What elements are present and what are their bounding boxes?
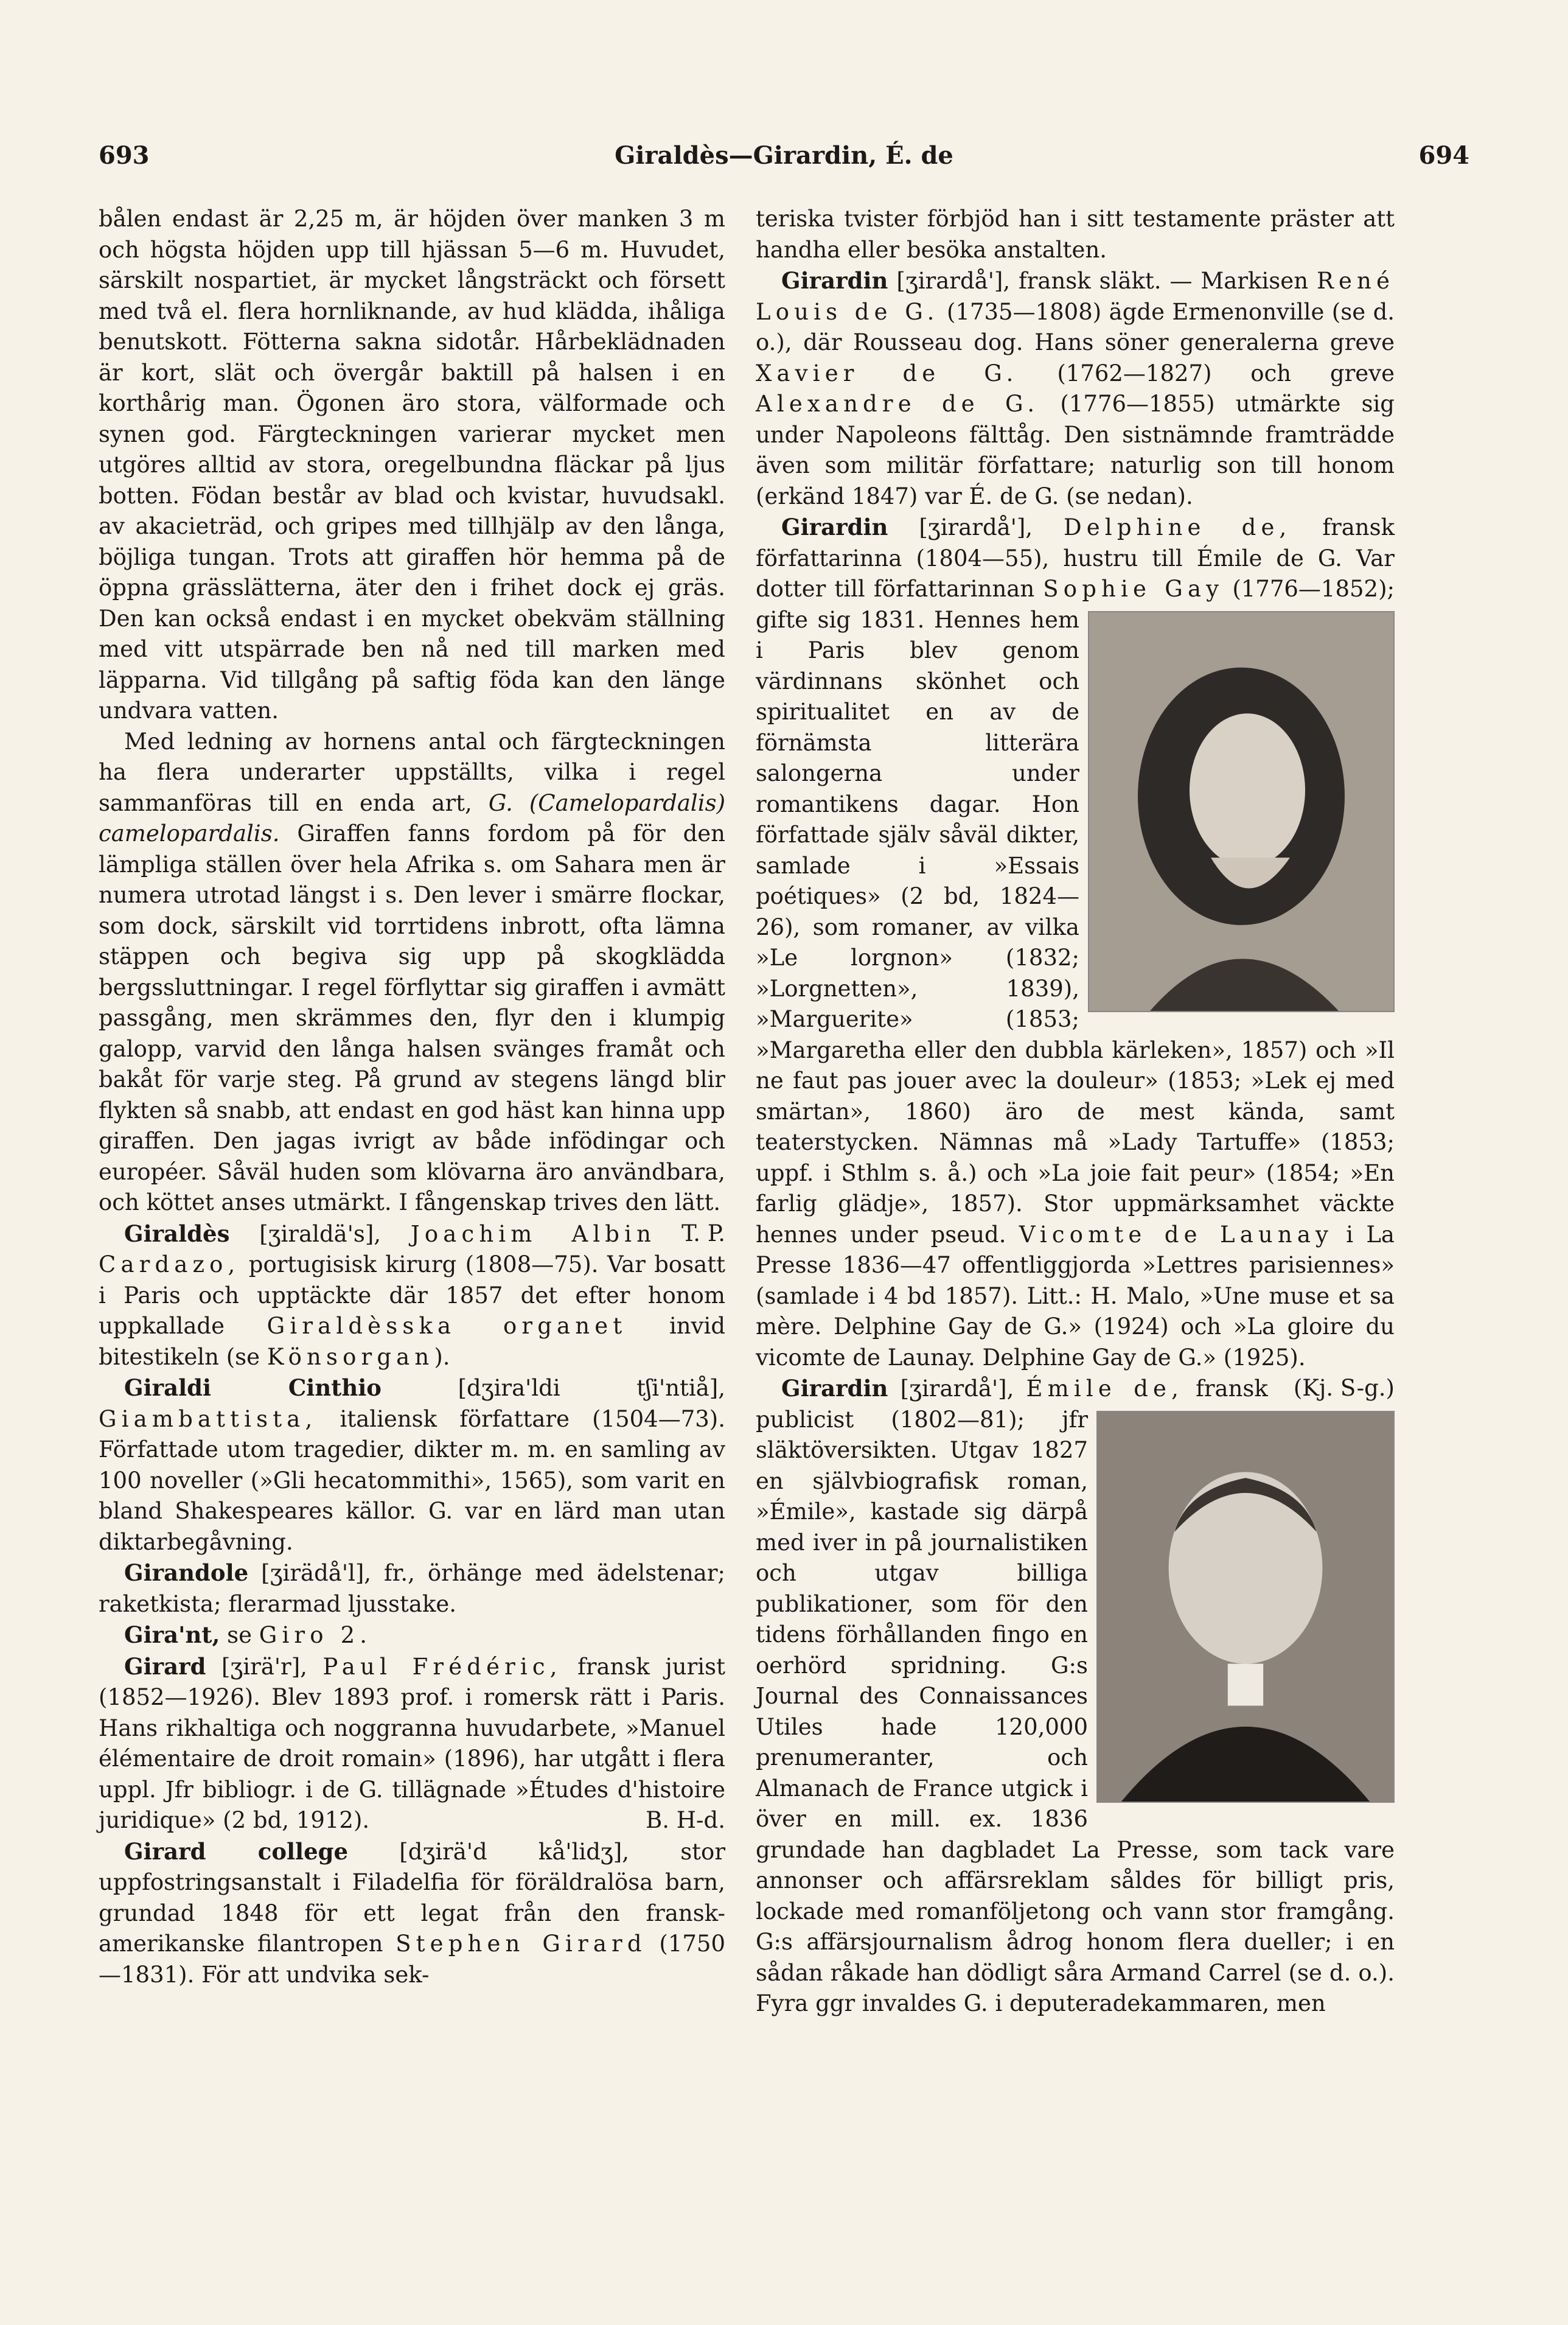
headword: Girandole [124,1559,249,1586]
author-signature: T. P. [681,1220,725,1246]
headword: Girard college [124,1837,349,1865]
continuation-paragraph: teriska tvister förbjöd han i sitt testamente präster att handha eller besöka anstalten. [756,206,1395,263]
right-page-number: 694 [1418,141,1469,170]
headword: Girard [124,1652,206,1680]
cross-reference: Könsorgan [267,1343,434,1370]
entry-girard-college: Girard college [dʒirä'd kå'lidʒ], stor uppfostringsanstalt i Filadelfia för föräldralösa barn, grundad 1848 för ett legat från den fransk-amerikanske filantropen Stephen Girard (1750—1831). För att undvika sek- [99,1837,726,1988]
entry-girant: Gira'nt, se Giro 2. [124,1621,372,1648]
delphine-portrait-image [1088,611,1395,1012]
left-page-number: 693 [99,141,150,170]
emile-portrait-image [1096,1411,1395,1803]
page-header [0,141,1568,184]
entry-girandole: Girandole [ʒirädå'l], fr., örhänge med ädelstenar; raketkista; flerarmad ljusstake. [99,1559,725,1617]
headword: Girardin [781,1375,888,1402]
left-column [99,204,725,1990]
giraffe-paragraph-2: Med ledning av hornens antal och färgteckningen ha flera underarter uppställts, vilka i regel sammanföras till en enda art, G. (Camelopardalis) camelopardalis. Giraffen fanns fordom på för den lämpliga ställen över hela Afrika s. om Sahara men är numera utrotad längst i s. Den lever i smärre flockar, som dock, särskilt vid torrtidens inbrott, ofta lämna stäppen och begiva sig upp på skogklädda bergssluttningar. I regel förflyttar sig giraffen i avmätt passgång, men skrämmes den, flyr den i klumpig galopp, varvid den långa halsen svänges framåt och bakåt för varje steg. På grund av stegens längd blir flykten så snabb, att endast en god häst kan hinna upp giraffen. Den jagas ivrigt av både infödingar och européer. Såväl huden som klövarna äro användbara, och köttet anses utmärkt. I fångenskap trives den lätt. T. P. [99,727,725,1218]
entry-delphine-de-girardin: Girardin [ʒirardå'], Delphine de, fransk författarinna (1804—55), hustru till Émile de G. Var dotter till författarinnan Sophie Gay (1776—1852); gifte sig 1831. Hennes hem i Paris blev genom värdinnans skönhet och spiritualitet en av de förnämsta litterära salongerna under romantikens dagar. Hon författade själv såväl dikter, samlade i »Essais poétiques» (2 bd, 1824—26), som romaner, av vilka »Le lorgnon» (1832; »Lorgnetten», 1839), »Marguerite» (1853; »Margaretha eller den dubbla kärleken», 1857) och »Il ne faut pas jouer avec la douleur» (1853; »Lek ej med smärtan», 1860) äro de mest kända, samt teaterstycken. Nämnas må »Lady Tartuffe» (1853; uppf. i Sthlm s. å.) och »La joie fait peur» (1854; »En farlig glädje», 1857). Stor uppmärksamhet väckte hennes under pseud. Vicomte de Launay i La Presse 1836—47 offentliggjorda »Lettres parisiennes» (samlade i 4 bd 1857). Litt.: H. Malo, »Une muse et sa mère. Delphine Gay de G.» (1924) och »La gloire du vicomte de Launay. Delphine Gay de G.» (1925). (Kj. S-g.) [756,512,1395,1373]
giraffe-paragraph-1: bålen endast är 2,25 m, är höjden över manken 3 m och högsta höjden upp till hjässan 5—6 m. Huvudet, särskilt nospartiet, är mycket långsträckt och försett med två el. flera hornliknande, av hud klädda, ihåliga benutskott. Fötterna sakna sidotår. Hårbeklädnaden är kort, slät och övergår baktill på halsen i en korthårig man. Ögonen äro stora, välformade och synen god. Färgteckningen varierar mycket men utgöres alltid av stora, oregelbundna fläckar på ljus botten. Födan består av blad och kvistar, huvudsakl. av akacieträd, och gripes med tillhjälp av den långa, böjliga tungan. Trots att giraffen hör hemma på de öppna grässlätterna, äter den i frihet dock ej gräs. Den kan också endast i en mycket obekväm ställning med vitt utspärrade ben nå ned till marken med läpparna. Vid tillgång på saftig föda kan den länge undvara vatten. [99,206,725,724]
right-column [756,204,1395,2019]
entry-giraldi-cinthio: Giraldi Cinthio [dʒira'ldi tʃi'ntiå], Giambattista, italiensk författare (1504—73). Författade utom tragedier, dikter m. m. en samling av 100 noveller (»Gli hecatommithi», 1565), som varit en bland Shakespeares källor. G. var en lärd man utan diktarbegåvning. [99,1374,725,1555]
author-signature: (Kj. S-g.) [1293,1375,1395,1401]
entry-giraldes: Giraldès [ʒiraldä's], Joachim Albin Cardazo, portugisisk kirurg (1808—75). Var bosatt i Paris och upptäckte där 1857 det efter honom uppkallade Giraldèsska organet invid bitestikeln (se Könsorgan). [99,1220,726,1370]
entry-girardin-family: Girardin [ʒirardå'], fransk släkt. — Markisen René Louis de G. (1735—1808) ägde Ermenonville (se d. o.), där Rousseau dog. Hans söner generalerna greve Xavier de G. (1762—1827) och greve Alexandre de G. (1776—1855) utmärkte sig under Napoleons fälttåg. Den sistnämnde framträdde även som militär författare; naturlig son till honom (erkänd 1847) var É. de G. (se nedan). [756,267,1395,509]
author-signature: B. H-d. [646,1807,725,1833]
headword: Girardin [781,514,888,540]
headword: Girardin [781,267,888,294]
species-name: G. (Camelopardalis) camelopardalis. [99,789,726,847]
entry-emile-de-girardin: Girardin [ʒirardå'], Émile de, fransk publicist (1802—81); jfr släktöversikten. Utgav 1827 en självbiografisk roman, »Émile», kastade sig därpå med iver in på journalistiken och utgav billiga publikationer, som för den tidens förhållanden fingo en oerhörd spridning. G:s Journal des Connaissances Utiles hade 120,000 prenumeranter, och Almanach de France utgick i över en mill. ex. 1836 grundade han dagbladet La Presse, som tack vare annonser och affärsreklam såldes för billigt pris, lockade med romanföljetong och vann stor framgång. G:s affärsjournalism ådrog honom flera dueller; i en sådan råkade han dödligt såra Armand Carrel (se d. o.). Fyra ggr invaldes G. i deputeradekammaren, men [756,1375,1395,2016]
cross-reference: Giro 2. [259,1622,372,1648]
headword: Giraldi Cinthio [124,1374,382,1401]
entry-girard: Girard [ʒirä'r], Paul Frédéric, fransk jurist (1852—1926). Blev 1893 prof. i romersk rätt i Paris. Hans rikhaltiga och noggranna huvudarbete, »Manuel élémentaire de droit romain» (1896), har utgått i flera uppl. Jfr bibliogr. i de G. tillägnade »Études d'histoire juridique» (2 bd, 1912). B. H-d. [99,1651,725,1836]
running-title: Giraldès—Girardin, É. de [615,141,953,170]
headword: Gira'nt, [124,1621,220,1648]
headword: Giraldès [124,1220,230,1247]
